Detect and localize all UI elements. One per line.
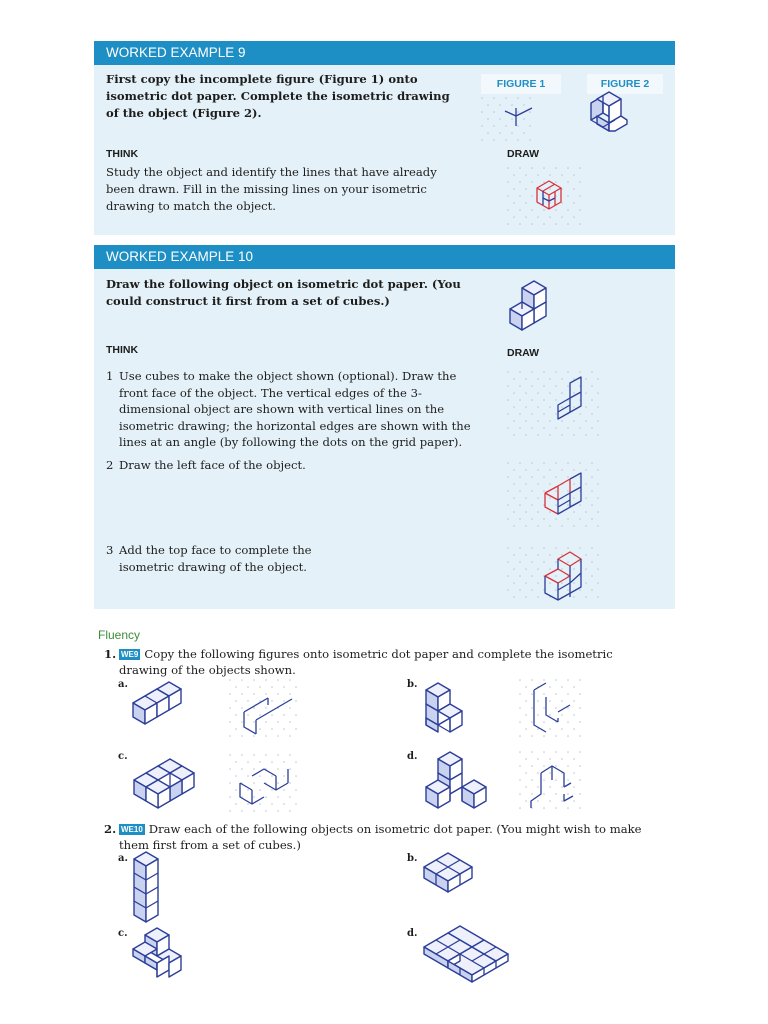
q2-number: 2.	[104, 822, 117, 836]
we9-step: Study the object and identify the lines that have already been drawn. Fill in the missing lines on your isometric drawing to match the object.	[106, 165, 437, 213]
figure1-label: FIGURE 1	[481, 74, 561, 94]
we10-step1-number: 1	[106, 369, 114, 383]
q2-part-b-label: b.	[407, 853, 418, 864]
q1-part-b-label: b.	[407, 679, 418, 690]
we10-step2-text: Draw the left face of the object.	[119, 458, 306, 472]
q1-number: 1.	[104, 647, 117, 661]
we10-step3-text: Add the top face to complete the isometric drawing of the object.	[119, 543, 312, 574]
q2-part-a-label: a.	[118, 853, 128, 864]
q2-text: Draw each of the following objects on isometric dot paper. (You might wish to make them first from a set of cubes.)	[119, 822, 642, 852]
figure2-label: FIGURE 2	[587, 74, 663, 94]
we9-banner: WORKED EXAMPLE 9	[94, 41, 675, 65]
fluency-heading: Fluency	[98, 628, 141, 642]
q1-part-d-label: d.	[407, 751, 418, 762]
we9-think-heading: THINK	[106, 148, 139, 160]
we10-step3-number: 3	[106, 543, 114, 557]
we10-step2-number: 2	[106, 458, 114, 472]
we10-step1-text: Use cubes to make the object shown (optional). Draw the front face of the object. The vertical edges of the 3-dimensional object are shown with vertical lines on the isometric drawing; the horizontal edges are shown with the lines at an angle (by following the dots on the grid paper).	[119, 369, 471, 449]
we10-draw-heading: DRAW	[507, 347, 540, 359]
q2-part-c-label: c.	[118, 928, 128, 939]
we10-banner: WORKED EXAMPLE 10	[94, 245, 675, 269]
q2-worked-example-tag[interactable]: WE10	[121, 825, 143, 834]
q1-part-c-label: c.	[118, 751, 128, 762]
we10-prompt: Draw the following object on isometric dot paper. (You could construct it first from a set of cubes.)	[106, 277, 461, 308]
q1-text: Copy the following figures onto isometric dot paper and complete the isometric drawing of the objects shown.	[119, 647, 613, 677]
we9-draw-heading: DRAW	[507, 148, 540, 160]
we9-prompt: First copy the incomplete figure (Figure 1) onto isometric dot paper. Complete the isometric drawing of the object (Figure 2).	[106, 72, 450, 120]
we10-think-heading: THINK	[106, 344, 139, 356]
q1-part-a-label: a.	[118, 679, 128, 690]
q1-worked-example-tag[interactable]: WE9	[121, 650, 139, 659]
q2-part-d-label: d.	[407, 928, 418, 939]
